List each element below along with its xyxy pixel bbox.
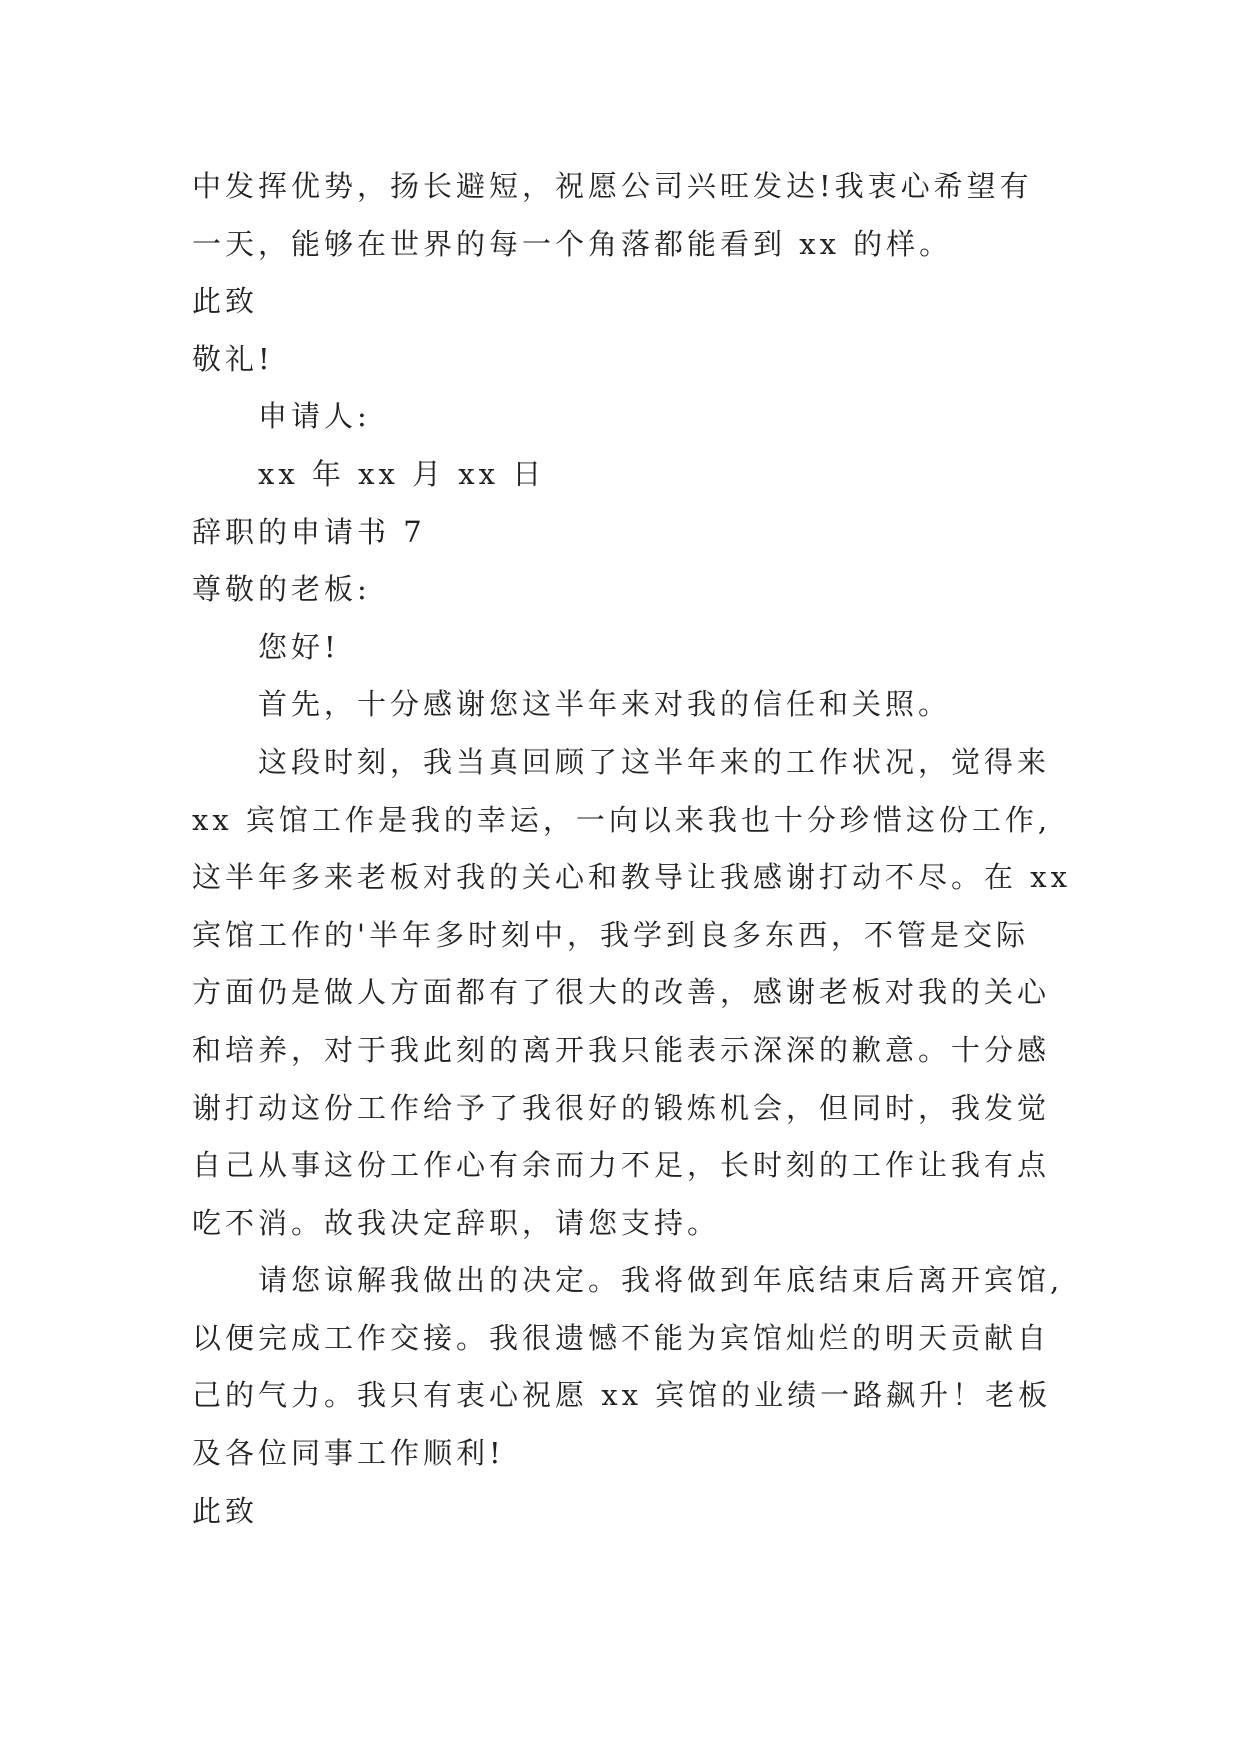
letter-title: 辞职的申请书 7	[192, 514, 426, 549]
text-line: 方面仍是做人方面都有了很大的改善，感谢老板对我的关心	[192, 975, 1051, 1010]
text-line: xx 宾馆工作是我的幸运，一向以来我也十分珍惜这份工作,	[192, 802, 1052, 837]
date-line: xx 年 xx 月 xx 日	[258, 456, 546, 491]
text-line: 宾馆工作的'半年多时刻中，我学到良多东西，不管是交际	[192, 917, 1029, 952]
text-line: 这半年多来老板对我的关心和教导让我感谢打动不尽。在 xx	[192, 860, 1071, 895]
text-line: 中发挥优势，扬长避短，祝愿公司兴旺发达!我衷心希望有	[192, 169, 1033, 203]
text-line: 及各位同事工作顺利!	[192, 1436, 505, 1471]
paragraph-start: 首先，十分感谢您这半年来对我的信任和关照。	[258, 687, 952, 722]
closing-line: 此致	[192, 284, 259, 319]
text-line: 和培养，对于我此刻的离开我只能表示深深的歉意。十分感	[192, 1032, 1051, 1067]
closing-line: 此致	[192, 1493, 259, 1528]
text-line: 一天，能够在世界的每一个角落都能看到 xx 的样。	[192, 226, 953, 261]
text-line: 自己从事这份工作心有余而力不足，长时刻的工作让我有点	[192, 1148, 1051, 1183]
letter-body	[192, 158, 1072, 1540]
applicant-label: 申请人:	[258, 399, 371, 434]
closing-salute: 敬礼!	[192, 341, 274, 376]
text-line: 谢打动这份工作给予了我很好的锻炼机会，但同时，我发觉	[192, 1090, 1051, 1125]
text-line: 己的气力。我只有衷心祝愿 xx 宾馆的业绩一路飙升！老板	[192, 1378, 1052, 1413]
text-line: 以便完成工作交接。我很遗憾不能为宾馆灿烂的明天贡献自	[192, 1320, 1051, 1355]
salutation: 尊敬的老板:	[192, 572, 371, 607]
text-line: 吃不消。故我决定辞职，请您支持。	[192, 1205, 721, 1240]
greeting: 您好!	[258, 629, 340, 664]
paragraph-start: 这段时刻，我当真回顾了这半年来的工作状况，觉得来	[258, 744, 1051, 779]
paragraph-start: 请您谅解我做出的决定。我将做到年底结束后离开宾馆,	[258, 1263, 1064, 1298]
